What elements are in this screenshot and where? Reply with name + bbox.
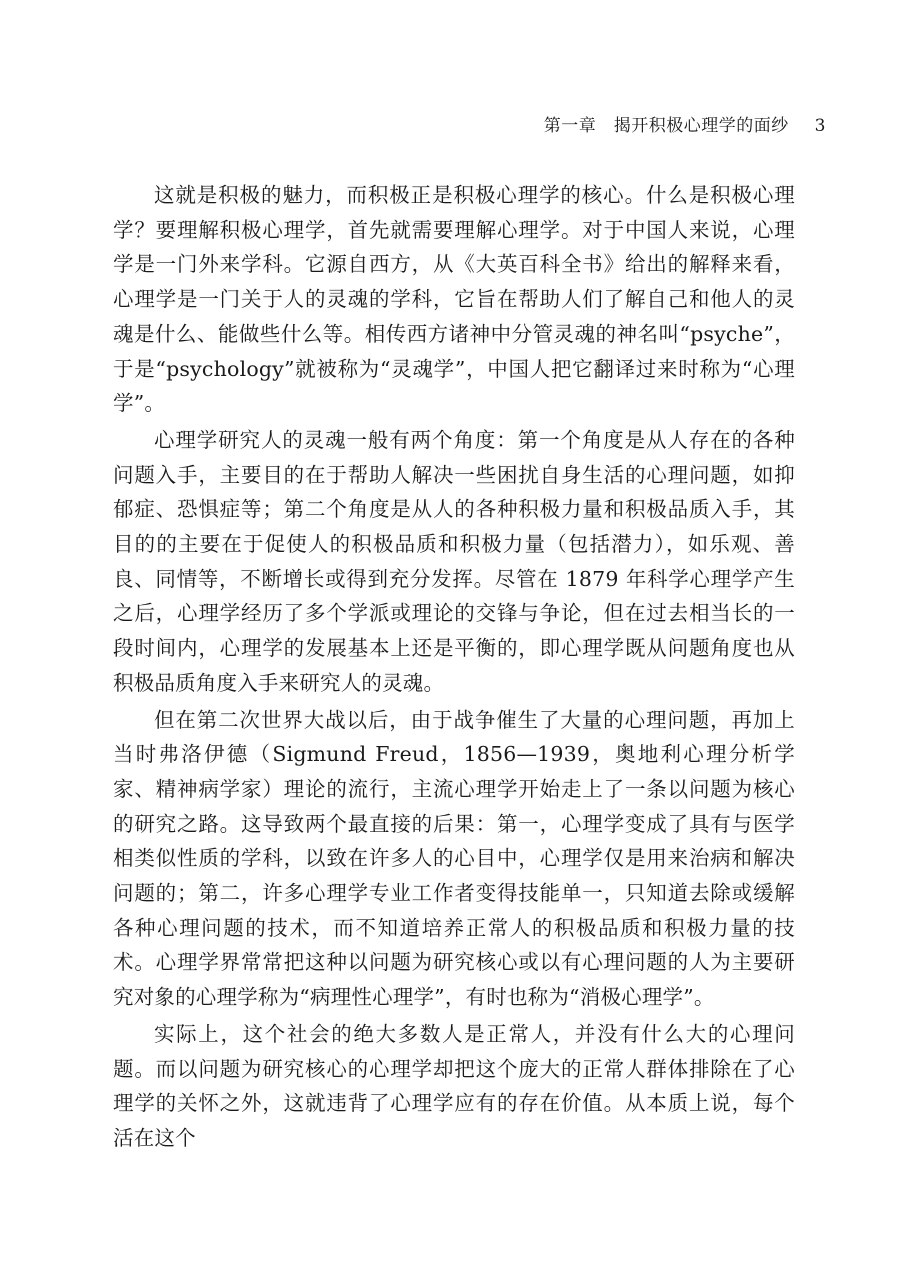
- paragraph: 实际上，这个社会的绝大多数人是正常人，并没有什么大的心理问题。而以问题为研究核心的心理学却把这个庞大的正常人群体排除在了心理学的关怀之外，这就违背了心理学应有的存在价值。从本质上说，每个活在这个: [113, 1021, 795, 1150]
- paragraph: 但在第二次世界大战以后，由于战争催生了大量的心理问题，再加上当时弗洛伊德（Sigmund Freud，1856—1939，奥地利心理分析学家、精神病学家）理论的流行，主流心理学开始走上了一条以问题为核心的研究之路。这导致两个最直接的后果：第一，心理学变成了具有与医学相类似性质的学科，以致在许多人的心目中，心理学仅是用来治病和解决问题的；第二，许多心理学专业工作者变得技能单一，只知道去除或缓解各种心理问题的技术，而不知道培养正常人的积极品质和积极力量的技术。心理学界常常把这种以问题为研究核心或以有心理问题的人为主要研究对象的心理学称为“病理性心理学”，有时也称为“消极心理学”。: [113, 707, 795, 1010]
- page-number: 3: [814, 116, 826, 136]
- paragraph: 心理学研究人的灵魂一般有两个角度：第一个角度是从人存在的各种问题入手，主要目的在于帮助人解决一些困扰自身生活的心理问题，如抑郁症、恐惧症等；第二个角度是从人的各种积极力量和积极品质入手，其目的的主要在于促使人的积极品质和积极力量（包括潜力），如乐观、善良、同情等，不断增长或得到充分发挥。尽管在 1879 年科学心理学产生之后，心理学经历了多个学派或理论的交锋与争论，但在过去相当长的一段时间内，心理学的发展基本上还是平衡的，即心理学既从问题角度也从积极品质角度入手来研究人的灵魂。: [113, 427, 795, 695]
- chapter-title: 第一章 揭开积极心理学的面纱: [543, 116, 789, 136]
- running-header: [544, 114, 826, 138]
- paragraph: 这就是积极的魅力，而积极正是积极心理学的核心。什么是积极心理学？要理解积极心理学，首先就需要理解心理学。对于中国人来说，心理学是一门外来学科。它源自西方，从《大英百科全书》给出的解释来看，心理学是一门关于人的灵魂的学科，它旨在帮助人们了解自己和他人的灵魂是什么、能做些什么等。相传西方诸神中分管灵魂的神名叫“psyche”，于是“psychology”就被称为“灵魂学”，中国人把它翻译过来时称为“心理学”。: [113, 183, 795, 416]
- body-text: [113, 178, 795, 1158]
